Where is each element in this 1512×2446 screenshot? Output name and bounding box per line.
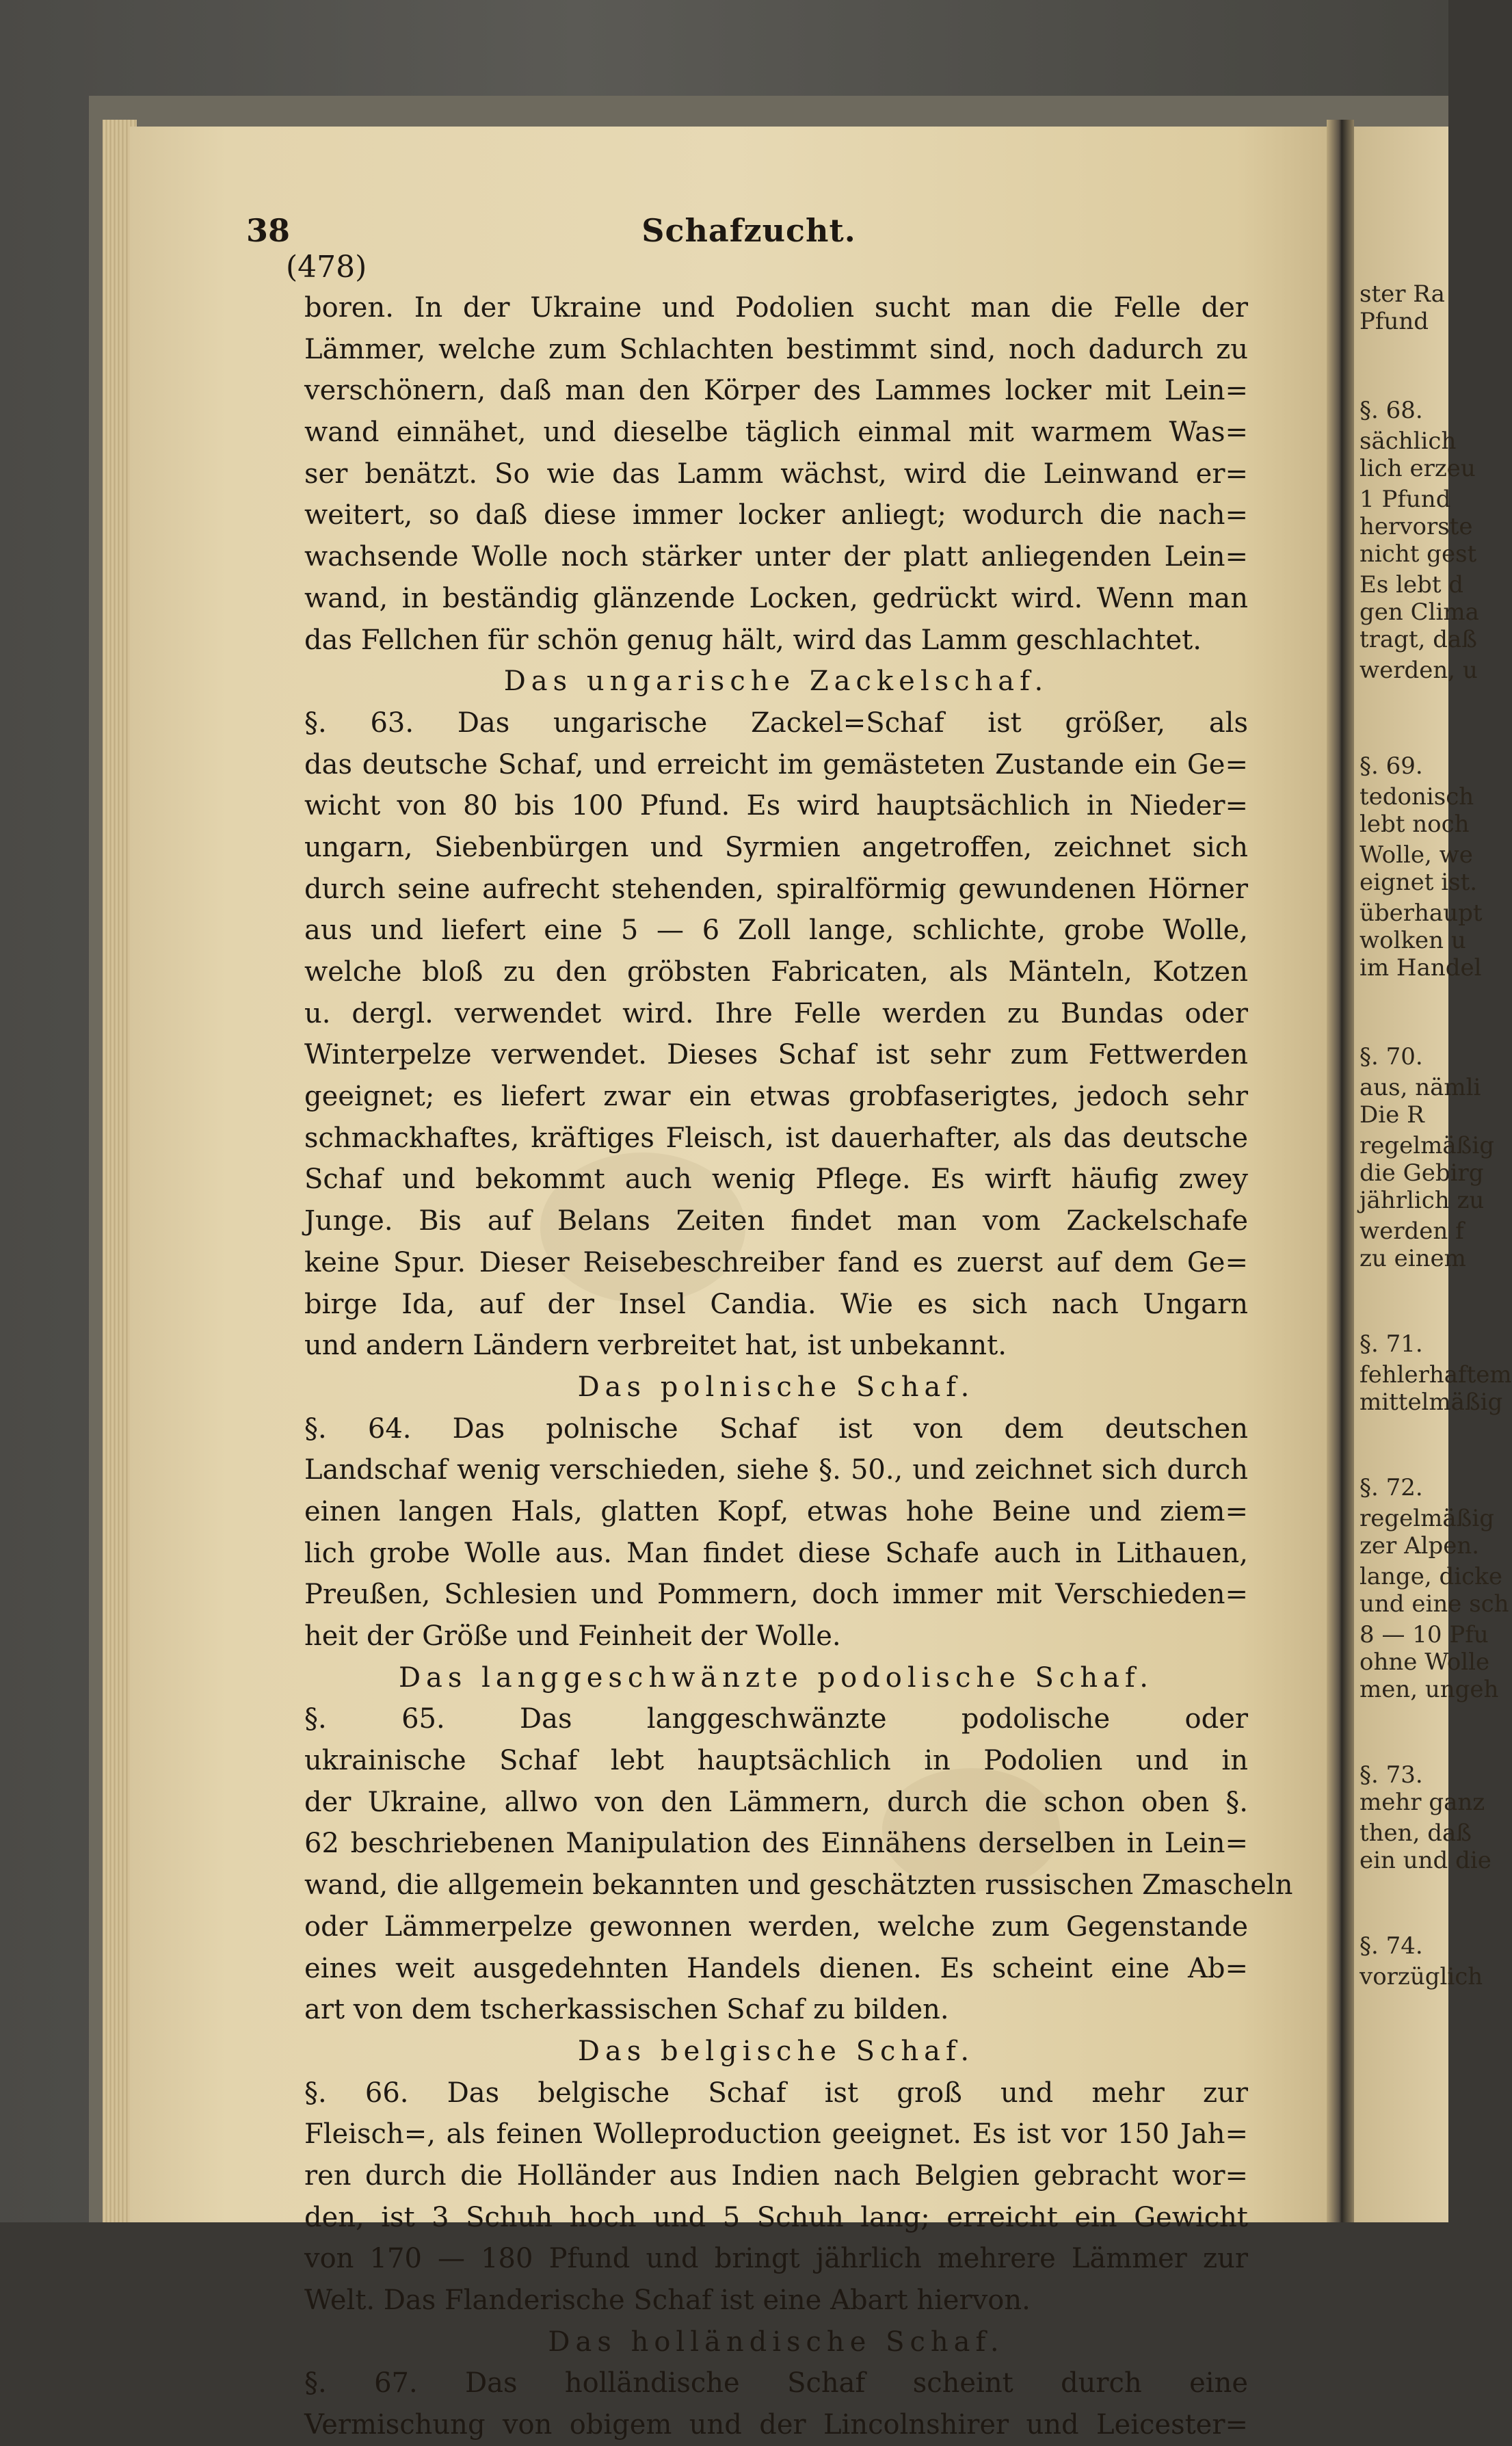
text-line: wand, in beständig glänzende Locken, gedrückt wird. Wenn man	[304, 582, 1248, 614]
right-page-text-fragment: nicht gest	[1360, 540, 1477, 568]
text-line: lich grobe Wolle aus. Man findet diese Schafe auch in Lithauen,	[304, 1537, 1248, 1569]
right-page-text-fragment: §. 68.	[1360, 397, 1423, 424]
right-page-text-fragment: §. 70.	[1360, 1043, 1423, 1070]
right-page-text-fragment: jährlich zu	[1360, 1187, 1485, 1214]
text-line: geeignet; es liefert zwar ein etwas grobfaserigtes, jedoch sehr	[304, 1081, 1248, 1113]
text-line: Junge. Bis auf Belans Zeiten findet man vom Zackelschafe	[304, 1205, 1248, 1237]
text-line: das Fellchen für schön genug hält, wird das Lamm geschlachtet.	[304, 624, 1202, 656]
right-page-text-fragment: zer Alpen.	[1360, 1532, 1480, 1560]
right-page-text-fragment: wolken u	[1360, 927, 1466, 954]
text-line: Preußen, Schlesien und Pommern, doch immer mit Verschieden=	[304, 1579, 1248, 1611]
right-page-text-fragment: vorzüglich	[1360, 1963, 1483, 1990]
section-heading: Das holländische Schaf.	[548, 2326, 1005, 2358]
text-line: weitert, so daß diese immer locker anliegt; wodurch die nach=	[304, 499, 1248, 531]
text-line: Welt. Das Flanderische Schaf ist eine Abart hiervon.	[304, 2285, 1031, 2316]
text-line: wicht von 80 bis 100 Pfund. Es wird hauptsächlich in Nieder=	[304, 790, 1248, 822]
section-heading: Das langgeschwänzte podolische Schaf.	[398, 1661, 1154, 1694]
right-page-text-fragment: §. 72.	[1360, 1474, 1423, 1501]
right-page-text-fragment: tragt, daß	[1360, 626, 1477, 653]
book-gutter	[1327, 120, 1354, 2222]
right-page-text-fragment: regelmäßig	[1360, 1132, 1494, 1159]
text-line: eines weit ausgedehnten Handels dienen. Es scheint eine Ab=	[304, 1952, 1248, 1984]
section-heading: Das ungarische Zackelschaf.	[503, 666, 1049, 698]
text-line: boren. In der Ukraine und Podolien sucht man die Felle der	[304, 292, 1248, 324]
right-page-text-fragment: werden f	[1360, 1218, 1464, 1245]
text-line: birge Ida, auf der Insel Candia. Wie es sich nach Ungarn	[304, 1288, 1248, 1320]
text-line: oder Lämmerpelze gewonnen werden, welche zum Gegenstande	[304, 1910, 1248, 1943]
right-page-text-fragment: 1 Pfund	[1360, 486, 1451, 513]
right-page-text-fragment: Die R	[1360, 1101, 1424, 1129]
right-page-text-fragment: lebt noch	[1360, 811, 1470, 838]
right-page-text-fragment: ohne Wolle	[1360, 1648, 1490, 1676]
right-page-text-fragment: §. 69.	[1360, 752, 1423, 780]
text-line: u. dergl. verwendet wird. Ihre Felle werden zu Bundas oder	[304, 997, 1248, 1029]
text-line: ukrainische Schaf lebt hauptsächlich in Podolien und in	[304, 1745, 1248, 1777]
text-line: und andern Ländern verbreitet hat, ist unbekannt.	[304, 1330, 1007, 1362]
right-page-text-fragment: ein und die	[1360, 1847, 1491, 1874]
right-page-text-fragment: §. 74.	[1360, 1932, 1423, 1960]
text-line: ser benätzt. So wie das Lamm wächst, wird die Leinwand er=	[304, 458, 1248, 490]
right-page-text-fragment: werden, u	[1360, 657, 1478, 684]
text-line: Schaf und bekommt auch wenig Pflege. Es wirft häufig zwey	[304, 1163, 1248, 1196]
text-line: §. 66. Das belgische Schaf ist groß und mehr zur	[304, 2077, 1248, 2109]
text-line: Vermischung von obigem und der Lincolnshirer und Leicester=	[304, 2409, 1248, 2441]
right-page-fragment	[1354, 127, 1512, 2222]
text-line: welche bloß zu den gröbsten Fabricaten, als Mänteln, Kotzen	[304, 956, 1248, 988]
right-page-text-fragment: then, daß	[1360, 1819, 1472, 1847]
section-heading: Das belgische Schaf.	[577, 2035, 975, 2067]
text-line: art von dem tscherkassischen Schaf zu bilden.	[304, 1994, 949, 2026]
right-page-text-fragment: sächlich	[1360, 428, 1457, 455]
right-page-text-fragment: eignet ist.	[1360, 869, 1478, 896]
text-line: §. 67. Das holländische Schaf scheint durch eine	[304, 2367, 1248, 2399]
text-line: Winterpelze verwendet. Dieses Schaf ist sehr zum Fettwerden	[304, 1039, 1248, 1071]
text-line: §. 64. Das polnische Schaf ist von dem deutschen	[304, 1412, 1248, 1445]
section-heading: Das polnische Schaf.	[577, 1371, 975, 1403]
right-page-text-fragment: lange, dicke	[1360, 1563, 1502, 1590]
text-line: §. 63. Das ungarische Zackel=Schaf ist größer, als	[304, 707, 1248, 739]
text-line: §. 65. Das langgeschwänzte podolische oder	[304, 1703, 1248, 1735]
right-page-text-fragment: überhaupt	[1360, 899, 1483, 927]
right-page-text-fragment: und eine sch	[1360, 1590, 1509, 1618]
text-line: ungarn, Siebenbürgen und Syrmien angetroffen, zeichnet sich	[304, 831, 1248, 863]
right-page-text-fragment: Pfund	[1360, 308, 1429, 335]
page-number: 38	[246, 212, 291, 249]
text-line: aus und liefert eine 5 — 6 Zoll lange, schlichte, grobe Wolle,	[304, 915, 1248, 947]
page-header	[246, 212, 1251, 253]
right-page-text-fragment: zu einem	[1360, 1245, 1466, 1272]
right-page-text-fragment: men, ungeh	[1360, 1676, 1499, 1703]
text-line: heit der Größe und Feinheit der Wolle.	[304, 1620, 841, 1652]
right-page-text-fragment: hervorste	[1360, 513, 1473, 540]
right-page-text-fragment: Es lebt d	[1360, 571, 1464, 599]
right-page-text-fragment: aus, nämli	[1360, 1074, 1481, 1101]
text-line: von 170 — 180 Pfund und bringt jährlich mehrere Lämmer zur	[304, 2243, 1248, 2275]
body-text	[304, 287, 1293, 2446]
running-title: Schafzucht.	[641, 212, 856, 249]
text-line: das deutsche Schaf, und erreicht im gemästeten Zustande ein Ge=	[304, 748, 1248, 780]
text-line: durch seine aufrecht stehenden, spiralförmig gewundenen Hörner	[304, 873, 1248, 905]
text-line: keine Spur. Dieser Reisebeschreiber fand es zuerst auf dem Ge=	[304, 1246, 1248, 1278]
text-line: Fleisch=, als feinen Wolleproduction geeignet. Es ist vor 150 Jah=	[304, 2118, 1248, 2151]
text-line: verschönern, daß man den Körper des Lammes locker mit Lein=	[304, 375, 1248, 407]
text-line: ren durch die Holländer aus Indien nach Belgien gebracht wor=	[304, 2159, 1248, 2192]
right-page-text-fragment: mehr ganz	[1360, 1789, 1485, 1816]
right-page-text-fragment: im Handel	[1360, 954, 1482, 982]
right-page-text-fragment: ster Ra	[1360, 280, 1445, 308]
right-page-text-fragment: tedonisch	[1360, 783, 1474, 811]
plate-number: (478)	[286, 250, 367, 285]
text-line: Landschaf wenig verschieden, siehe §. 50., und zeichnet sich durch	[304, 1454, 1248, 1486]
text-line: der Ukraine, allwo von den Lämmern, durch die schon oben §.	[304, 1786, 1248, 1818]
text-line: den, ist 3 Schuh hoch und 5 Schuh lang; erreicht ein Gewicht	[304, 2201, 1248, 2233]
text-line: wand, die allgemein bekannten und geschätzten russischen Zmascheln	[304, 1869, 1293, 1902]
text-line: 62 beschriebenen Manipulation des Einnähens derselben in Lein=	[304, 1828, 1248, 1860]
right-page-text-fragment: 8 — 10 Pfu	[1360, 1621, 1489, 1648]
right-page-text-fragment: §. 71.	[1360, 1330, 1423, 1358]
right-page-text-fragment: mittelmäßig	[1360, 1389, 1503, 1416]
right-page-text-fragment: Wolle, we	[1360, 841, 1473, 869]
right-page-text-fragment: gen Clima	[1360, 599, 1479, 626]
text-line: wand einnähet, und dieselbe täglich einmal mit warmem Was=	[304, 417, 1248, 449]
right-page-text-fragment: §. 73.	[1360, 1761, 1423, 1789]
text-line: wachsende Wolle noch stärker unter der platt anliegenden Lein=	[304, 541, 1248, 573]
right-page-text-fragment: fehlerhaftem	[1360, 1361, 1512, 1389]
right-page-text-fragment: lich erzeu	[1360, 455, 1476, 482]
text-line: Lämmer, welche zum Schlachten bestimmt sind, noch dadurch zu	[304, 333, 1248, 365]
text-line: schmackhaftes, kräftiges Fleisch, ist dauerhafter, als das deutsche	[304, 1122, 1248, 1154]
right-page-text-fragment: die Gebirg	[1360, 1159, 1484, 1187]
right-page-text-fragment: regelmäßig	[1360, 1505, 1494, 1532]
text-line: einen langen Hals, glatten Kopf, etwas hohe Beine und ziem=	[304, 1495, 1248, 1527]
